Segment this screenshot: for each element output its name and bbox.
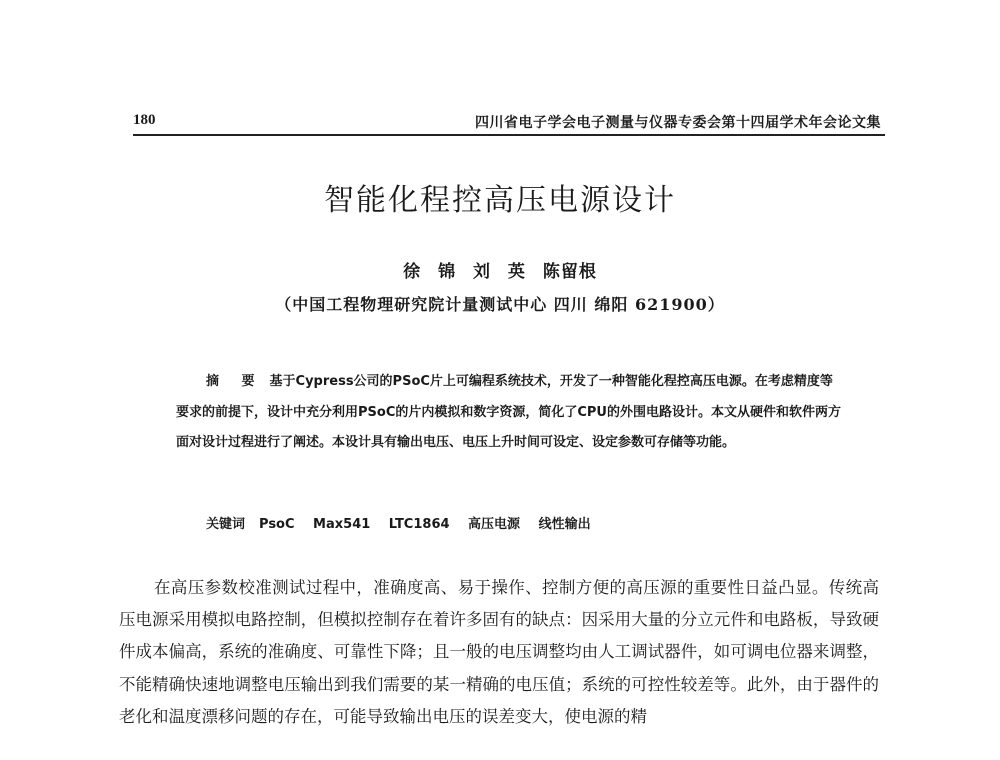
collection-title: 四川省电子学会电子测量与仪器专委会第十四届学术年会论文集 bbox=[475, 115, 881, 131]
author-list: 徐 锦 刘 英 陈留根 bbox=[403, 262, 597, 282]
body-paragraph: 在高压参数校准测试过程中，准确度高、易于操作、控制方便的高压源的重要性日益凸显。传统高压电源采用模拟电路控制，但模拟控制存在着许多固有的缺点：因采用大量的分立元件和电路板，导致硬件成本偏高，系统的准确度、可靠性下降；且一般的电压调整均由人工调试器件，如可调电位器来调整，不能精确快速地调整电压输出到我们需要的某一精确的电压值；系统的可控性较差等。此外，由于器件的老化和温度漂移问题的存在，可能导致输出电压的误差变大，使电源的精 bbox=[119, 578, 879, 726]
running-header bbox=[133, 112, 885, 136]
keywords-label: 关键词 bbox=[206, 517, 246, 532]
abstract-text: 基于Cypress公司的PSoC片上可编程系统技术，开发了一种智能化程控高压电源。在考虑精度等要求的前提下，设计中充分利用PSoC的片内模拟和数字资源，简化了CPU的外围电路设计。本文从硬件和软件两方面对设计过程进行了阐述。本设计具有输出电压、电压上升时间可设定、设定参数可存储等功能。 bbox=[176, 374, 841, 450]
abstract-label: 摘 要 bbox=[206, 374, 264, 389]
keywords bbox=[206, 513, 591, 532]
affiliation: （中国工程物理研究院计量测试中心 四川 绵阳 621900） bbox=[275, 295, 725, 314]
page-number: 180 bbox=[133, 112, 156, 128]
paper-title: 智能化程控高压电源设计 bbox=[324, 183, 676, 218]
body-section bbox=[119, 572, 879, 733]
keywords-list: PsoC Max541 LTC1864 高压电源 线性输出 bbox=[259, 517, 591, 532]
abstract bbox=[176, 367, 841, 459]
